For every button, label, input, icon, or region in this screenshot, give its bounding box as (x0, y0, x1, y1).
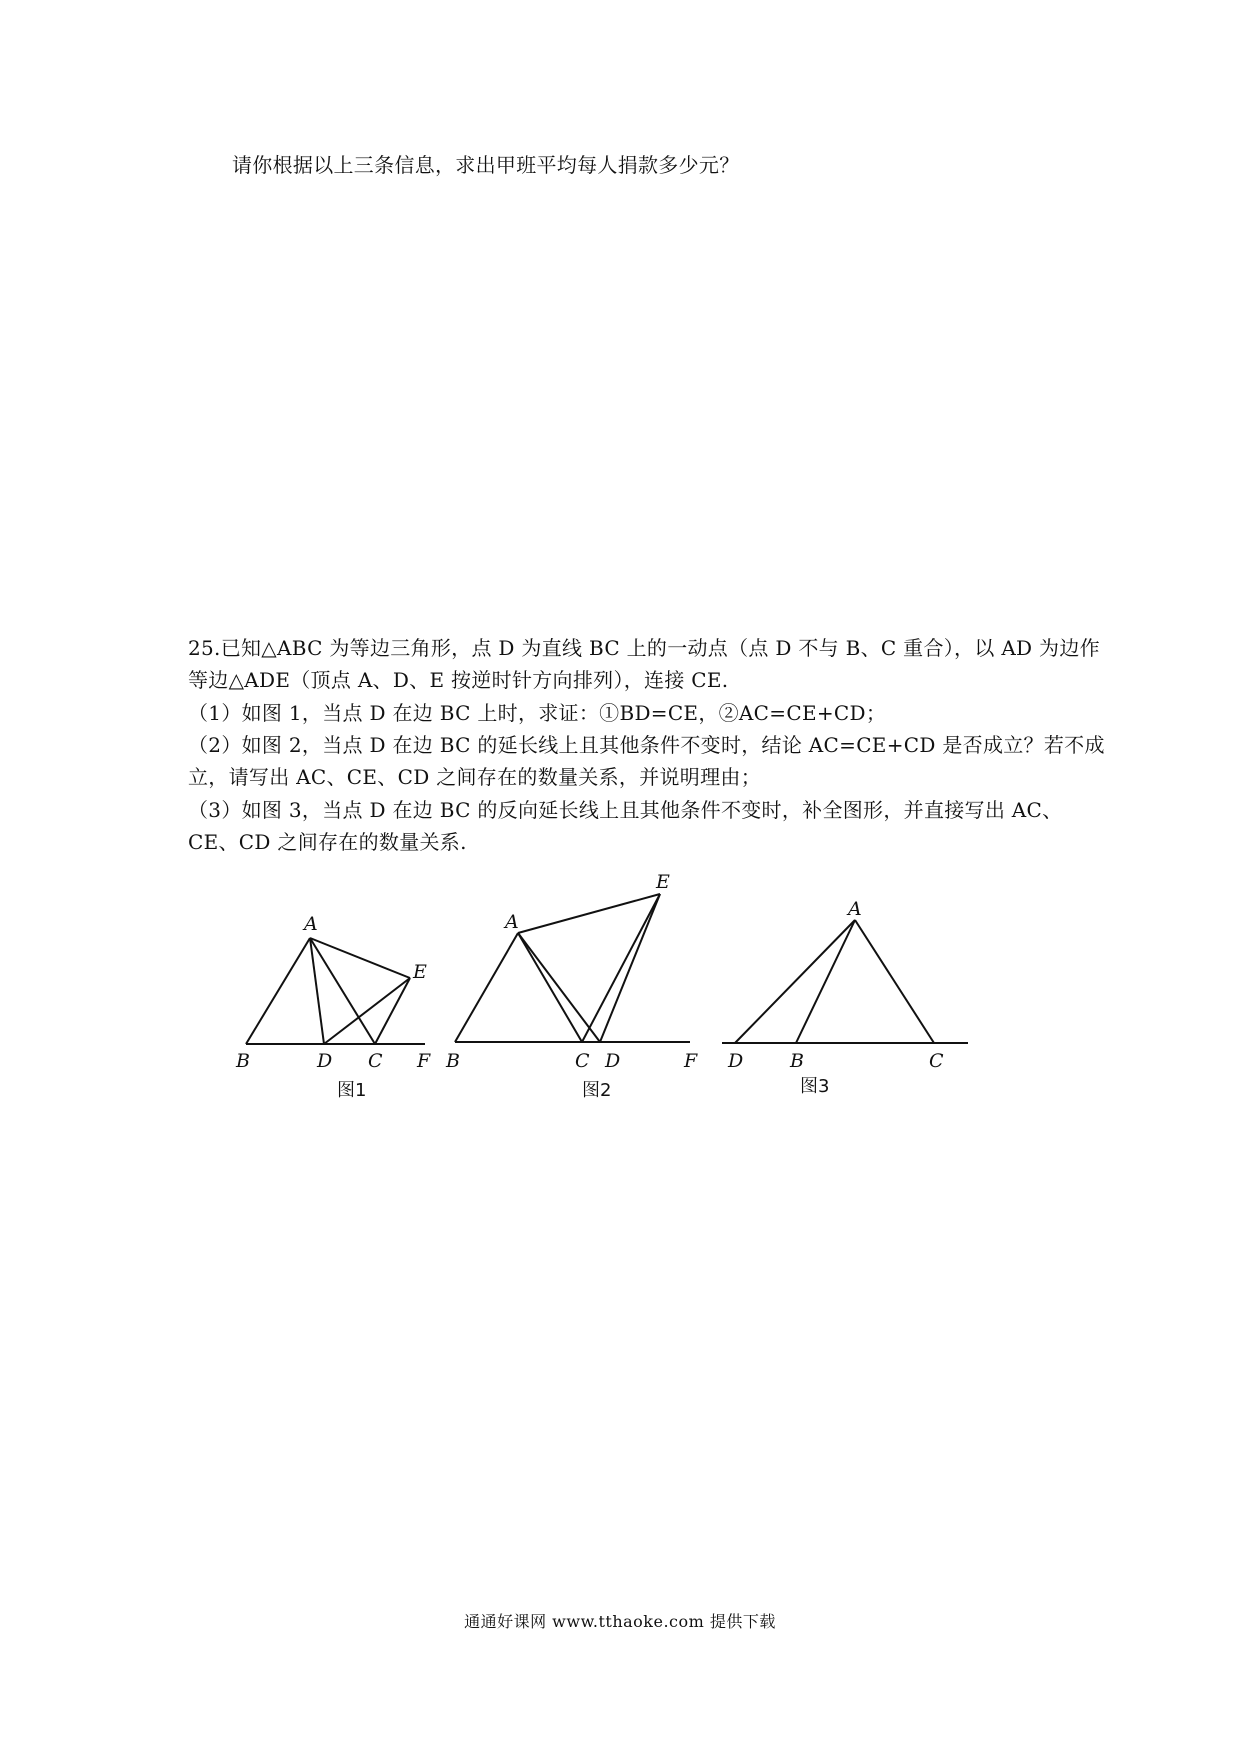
fig1-label-b: B (236, 1050, 250, 1072)
fig3-caption: 图3 (800, 1076, 830, 1097)
problem-line-2: 等边△ADE（顶点 A、D、E 按逆时针方向排列），连接 CE. (188, 668, 729, 692)
problem-line-5: 立，请写出 AC、CE、CD 之间存在的数量关系，并说明理由； (188, 765, 762, 789)
fig3-label-a: A (848, 898, 862, 920)
problem-line-4: （2）如图 2，当点 D 在边 BC 的延长线上且其他条件不变时，结论 AC=CE+CD 是否成立？若不成 (188, 733, 1105, 757)
fig1-caption: 图1 (337, 1080, 367, 1101)
fig3-segment-ad (735, 920, 855, 1043)
fig1-segment-ac (310, 938, 375, 1044)
fig2-segment-ad (518, 933, 600, 1042)
fig2-segment-ae (518, 894, 660, 933)
intro-question: 请你根据以上三条信息，求出甲班平均每人捐款多少元？ (232, 153, 740, 177)
fig2-segment-ac (518, 933, 582, 1042)
fig2-segment-de (600, 894, 660, 1042)
fig2-label-e: E (656, 871, 670, 893)
fig2-caption: 图2 (582, 1080, 612, 1101)
fig1-segment-ae (310, 938, 410, 978)
fig2-segment-ab (455, 933, 518, 1042)
fig2-segment-ce (582, 894, 660, 1042)
fig1-label-a: A (304, 913, 318, 935)
fig1-label-c: C (368, 1050, 383, 1072)
fig1-segment-de (324, 978, 410, 1044)
figure-2 (455, 894, 690, 1042)
fig2-label-f: F (684, 1050, 698, 1072)
fig1-segment-ad (310, 938, 324, 1044)
problem-line-6: （3）如图 3，当点 D 在边 BC 的反向延长线上且其他条件不变时，补全图形，并直接写出 AC、 (188, 798, 1063, 822)
fig1-label-e: E (413, 961, 427, 983)
fig1-segment-ce (375, 978, 410, 1044)
fig3-segment-ab (796, 920, 855, 1043)
fig3-label-b: B (790, 1050, 804, 1072)
problem-line-7: CE、CD 之间存在的数量关系. (188, 830, 467, 854)
figure-1 (246, 938, 425, 1044)
problem-line-3: （1）如图 1，当点 D 在边 BC 上时，求证：①BD=CE，②AC=CE+CD； (188, 701, 887, 725)
fig2-label-c: C (575, 1050, 590, 1072)
fig3-segment-ac (855, 920, 934, 1043)
fig1-label-d: D (317, 1050, 333, 1072)
fig3-label-d: D (728, 1050, 744, 1072)
fig2-label-a: A (505, 911, 519, 933)
fig1-label-f: F (417, 1050, 431, 1072)
fig2-label-d: D (605, 1050, 621, 1072)
fig1-segment-ab (246, 938, 310, 1044)
page-footer: 通通好课网 www.tthaoke.com 提供下载 (464, 1612, 776, 1631)
fig2-label-b: B (446, 1050, 460, 1072)
fig3-label-c: C (929, 1050, 944, 1072)
figure-3 (722, 920, 968, 1043)
problem-line-1: 25.已知△ABC 为等边三角形，点 D 为直线 BC 上的一动点（点 D 不与 B、C 重合），以 AD 为边作 (188, 636, 1100, 660)
